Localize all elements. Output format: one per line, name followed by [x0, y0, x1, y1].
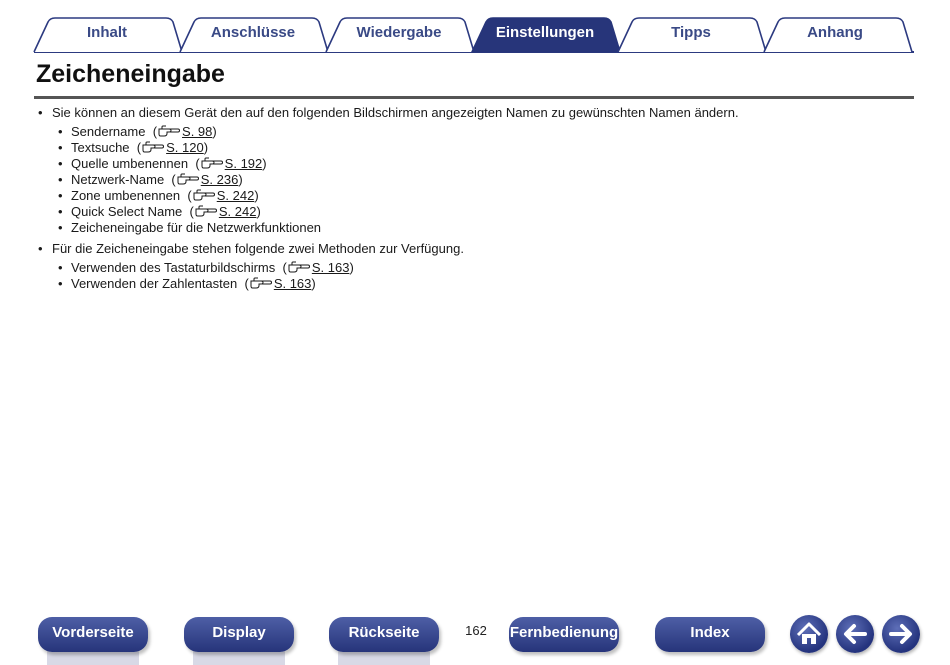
page-link[interactable]: S. 98 [182, 124, 213, 139]
item-text: Zeicheneingabe für die Netzwerkfunktionen [71, 220, 322, 235]
page-reference[interactable]: ( S. 163) [240, 276, 316, 291]
intro-text: Sie können an diesem Gerät den auf den folgenden Bildschirmen angezeigten Namen zu gewünschten Namen ändern. [52, 105, 739, 120]
method-paragraph [38, 240, 918, 257]
page-reference[interactable]: ( S. 242) [183, 188, 259, 203]
title-divider [34, 96, 914, 99]
pointing-hand-icon [142, 141, 164, 153]
tab-einstellungen[interactable]: Einstellungen [495, 24, 595, 41]
item-text: Textsuche [71, 140, 130, 155]
method-text: Für die Zeicheneingabe stehen folgende zwei Methoden zur Verfügung. [52, 241, 464, 256]
list-item [58, 156, 918, 172]
page-reference[interactable]: ( S. 98) [149, 124, 217, 139]
item-text: Sendername [71, 124, 146, 139]
arrow-left-icon [836, 615, 874, 653]
page-number: 162 [465, 623, 487, 638]
pointing-hand-icon [201, 157, 223, 169]
page-reference[interactable]: ( S. 120) [133, 140, 209, 155]
pointing-hand-icon [250, 277, 272, 289]
tab-bar [0, 0, 950, 60]
remote-control-button[interactable]: Fernbedienung [509, 617, 619, 652]
page-link[interactable]: S. 163 [273, 276, 312, 291]
page-link[interactable]: S. 236 [200, 172, 239, 187]
nav-shadow [47, 650, 139, 665]
page-link[interactable]: S. 242 [216, 188, 255, 203]
nav-shadow [338, 650, 430, 665]
back-button[interactable] [836, 615, 874, 653]
index-button[interactable]: Index [655, 617, 765, 652]
page-title: Zeicheneingabe [36, 60, 225, 88]
page-reference[interactable]: ( S. 192) [191, 156, 267, 171]
page-reference[interactable]: ( S. 163) [278, 260, 354, 275]
pointing-hand-icon [158, 125, 180, 137]
tab-tipps[interactable]: Tipps [671, 24, 711, 41]
list-item [58, 276, 918, 292]
pointing-hand-icon [177, 173, 199, 185]
forward-button[interactable] [882, 615, 920, 653]
item-text: Zone umbenennen [71, 188, 181, 203]
item-text: Netzwerk-Name [71, 172, 165, 187]
front-panel-button[interactable]: Vorderseite [38, 617, 148, 652]
list-item [58, 172, 918, 188]
rear-panel-button[interactable]: Rückseite [329, 617, 439, 652]
pointing-hand-icon [195, 205, 217, 217]
display-button[interactable]: Display [184, 617, 294, 652]
tab-inhalt[interactable]: Inhalt [87, 24, 127, 41]
method-list [58, 260, 918, 292]
page-link[interactable]: S. 192 [224, 156, 263, 171]
pointing-hand-icon [288, 261, 310, 273]
pointing-hand-icon [193, 189, 215, 201]
page-reference[interactable]: ( S. 236) [167, 172, 243, 187]
item-text: Verwenden der Zahlentasten [71, 276, 238, 291]
list-item [58, 124, 918, 140]
arrow-right-icon [882, 615, 920, 653]
intro-paragraph [38, 104, 918, 121]
page-link[interactable]: S. 120 [166, 140, 204, 155]
page-link[interactable]: S. 163 [311, 260, 350, 275]
item-text: Quick Select Name [71, 204, 183, 219]
main-content [38, 104, 918, 296]
home-icon [790, 615, 828, 653]
list-item [58, 140, 918, 156]
home-button[interactable] [790, 615, 828, 653]
tab-wiedergabe[interactable]: Wiedergabe [356, 24, 442, 41]
tab-anhang[interactable]: Anhang [807, 24, 863, 41]
screen-list [58, 124, 918, 236]
page-reference[interactable]: ( S. 242) [185, 204, 261, 219]
list-item [58, 204, 918, 220]
item-text: Verwenden des Tastaturbildschirms [71, 260, 276, 275]
list-item [58, 220, 918, 236]
tab-anschluesse[interactable]: Anschlüsse [210, 24, 296, 41]
list-item [58, 260, 918, 276]
page-link[interactable]: S. 242 [218, 204, 257, 219]
item-text: Quelle umbenennen [71, 156, 189, 171]
list-item [58, 188, 918, 204]
nav-shadow [193, 650, 285, 665]
